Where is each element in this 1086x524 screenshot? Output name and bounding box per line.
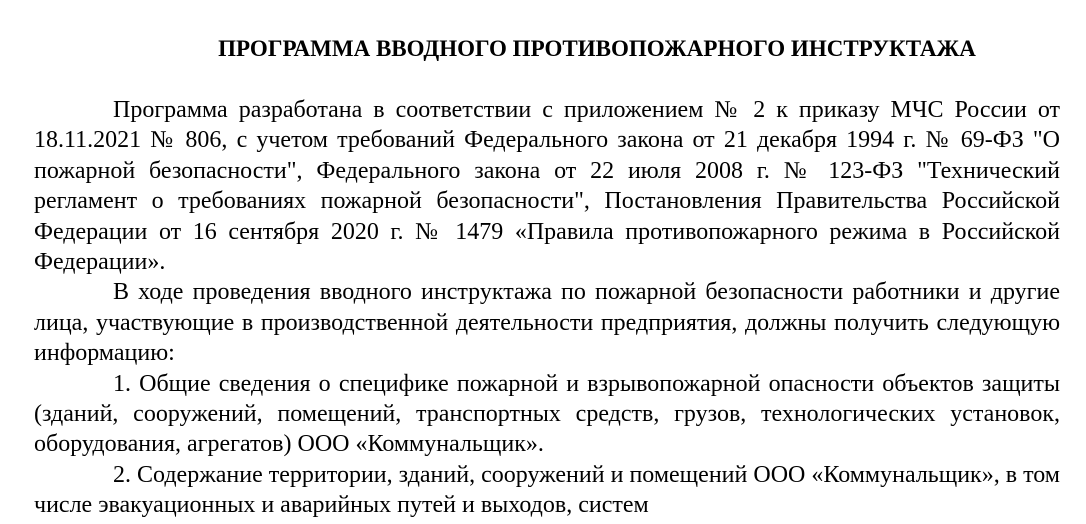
paragraph-legal-basis: Программа разработана в соответствии с приложением № 2 к приказу МЧС России от 18.11.2021 № 806, с учетом требований Федерального закона от 21 декабря 1994 г. № 69-ФЗ "О пожарной безопасности", Федерального закона от 22 июля 2008 г. № 123-ФЗ "Технический регламент о требованиях пожарной безопасности", Постановления Правительства Российской Федерации от 16 сентября 2020 г. № 1479 «Правила противопожарного режима в Российской Федерации». [34,97,1060,276]
paragraph-intro: В ходе проведения вводного инструктажа по пожарной безопасности работники и другие лица, участвующие в производственной деятельности предприятия, должны получить следующую информацию: [34,279,1060,367]
list-item-2: 2. Содержание территории, зданий, сооружений и помещений ООО «Коммунальщик», в том числе эвакуационных и аварийных путей и выходов, систем [34,461,1060,519]
document-title: ПРОГРАММА ВВОДНОГО ПРОТИВОПОЖАРНОГО ИНСТРУКТАЖА [218,36,976,61]
document-page [34,34,1060,521]
list-item-1: 1. Общие сведения о специфике пожарной и взрывопожарной опасности объектов защиты (зданий, сооружений, помещений, транспортных средств, грузов, технологических установок, оборудования, агрегатов) ООО «Коммунальщик». [34,370,1060,458]
